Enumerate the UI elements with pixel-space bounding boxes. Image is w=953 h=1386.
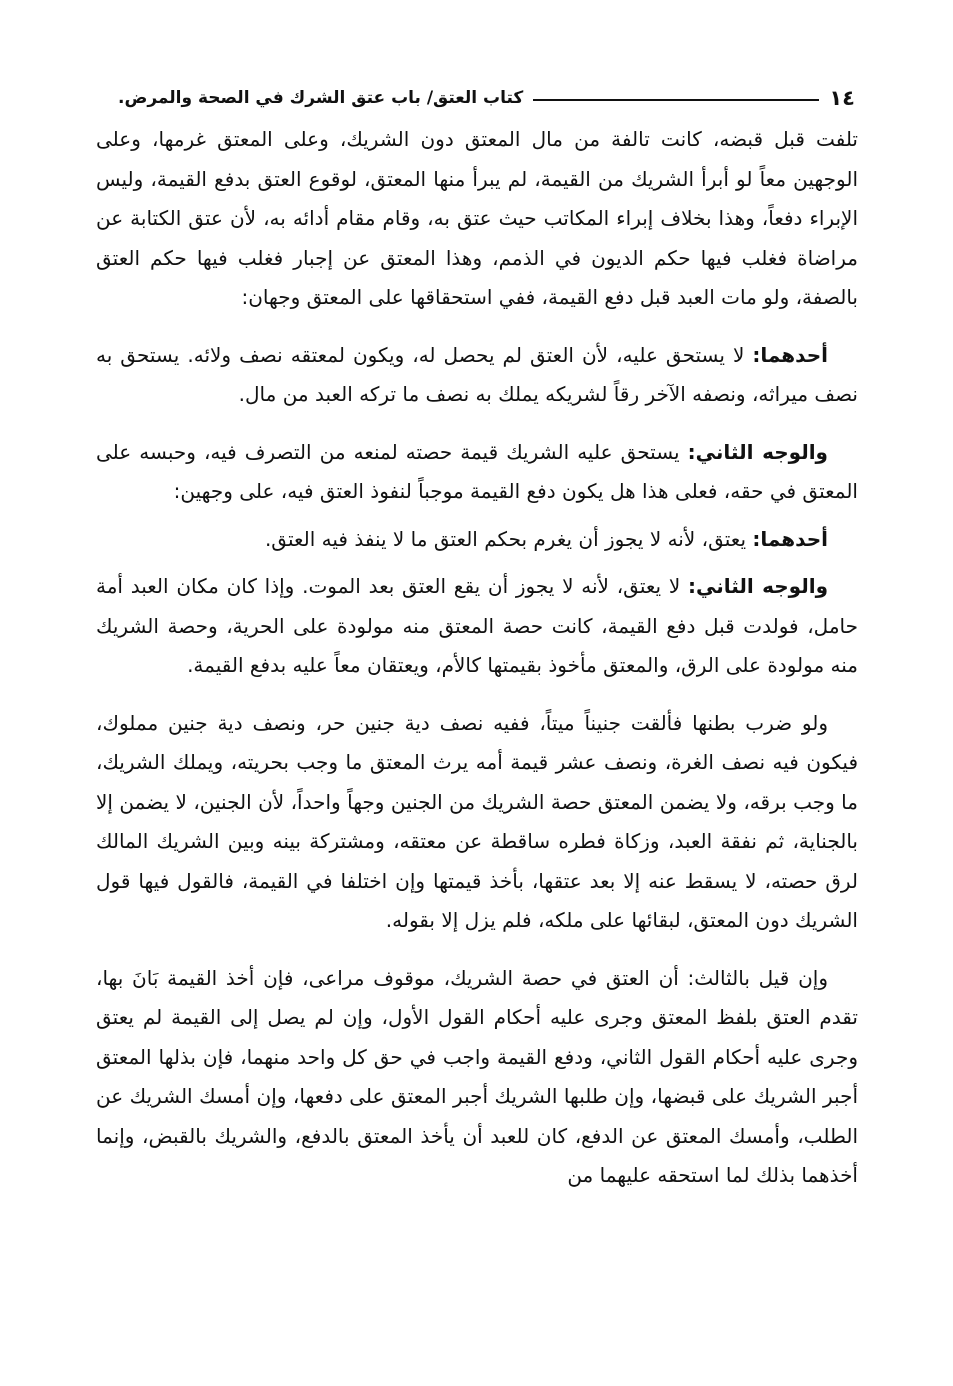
- paragraph: [96, 336, 858, 415]
- paragraph: [96, 520, 858, 560]
- paragraph-lead: أحدهما:: [752, 526, 828, 551]
- paragraph-lead: والوجه الثاني:: [687, 574, 828, 598]
- paragraph-text: وإن قيل بالثالث: أن العتق في حصة الشريك، موقوف مراعى، فإن أخذ القيمة بَانَ بها، تقدم العتق بلفظ المعتق وجرى عليه أحكام القول الأول، وإن لم يصل إلى القيمة لم يعتق وجرى عليه أحكام القول الثاني، ودفع القيمة واجب في حق كل واحد منهما، فإن بذلها المعتق أجبر الشريك على قبضها، وإن طلبها الشريك أجبر المعتق على دفعها، وإن أمسك الشريك عن الطلب، وأمسك المعتق عن الدفع، كان للعبد أن يأخذ المعتق بالدفع، والشريك بالقبض، وإنما أخذهما بذلك لما استحقه عليهما من: [96, 965, 858, 1187]
- paragraph-text: لا يستحق عليه، لأن العتق لم يحصل له، ويكون لمعتقه نصف ولائه. يستحق به نصف ميراثه، ونصفه الآخر رقاً لشريكه يملك به نصف ما تركه العبد من مال.: [96, 342, 858, 406]
- header-title: كتاب العتق/ باب عتق الشرك في الصحة والمرض.: [118, 88, 524, 108]
- running-header: [118, 82, 855, 114]
- page-number: ١٤: [829, 86, 855, 110]
- body-text: [96, 120, 858, 1214]
- header-rule: [533, 99, 819, 101]
- paragraph-text: ولو ضرب بطنها فألقت جنيناً ميتاً، ففيه نصف دية جنين حر، ونصف دية جنين مملوك، فيكون فيه نصف الغرة، ونصف عشر قيمة أمه يرث المعتق ما وجب بحريته، ويملك الشريك، ما وجب برقه، ولا يضمن المعتق حصة الشريك من الجنين وجهاً واحداً، لأن الجنين، لا يضمن إلا بالجناية، ثم نفقة العبد، وزكاة فطره ساقطة عن معتقه، ومشتركة بينه وبين الشريك المالك لرق حصته، لا يسقط عنه إلا بعد عتقها، بأخذ قيمتها وإن اختلفا في القيمة، فالقول فيها قول الشريك دون المعتق، لبقائها على ملكه، فلم يزل إلا بقوله.: [96, 710, 858, 932]
- paragraph: [96, 704, 858, 941]
- paragraph-lead: أحدهما:: [752, 342, 828, 367]
- paragraph-text: لا يعتق، لأنه لا يجوز أن يقع العتق بعد الموت. وإذا كان مكان العبد أمة حامل، فولدت قبل دفع القيمة، كانت حصة المعتق منه مولودة على الحرية، وحصة الشريك منه مولودة على الرق، والمعتق مأخوذ بقيمتها كالأم، ويعتقان معاً عليه بدفع القيمة.: [96, 574, 858, 677]
- paragraph-text: يستحق عليه الشريك قيمة حصته لمنعه من التصرف فيه، وحبسه على المعتق في حقه، فعلى هذا هل يكون دفع القيمة موجباً لنفوذ العتق فيه، على وجهين:: [96, 439, 858, 503]
- paragraph: [96, 120, 858, 318]
- paragraph-lead: والوجه الثاني:: [687, 439, 828, 464]
- paragraph-text: تلفت قبل قبضه، كانت تالفة من مال المعتق دون الشريك، وعلى المعتق غرمها، وعلى الوجهين معاً لو أبرأ الشريك من القيمة، لم يبرأ منها المعتق، لوقوع العتق بدفع القيمة، وليس الإبراء دفعاً، وهذا بخلاف إبراء المكاتب حيث عتق به، وقام مقام أدائه به، لأن عتق الكتابة عن مراضاة فغلب فيها حكم الديون في الذمم، وهذا المعتق عن إجبار فغلب فيها حكم العتق بالصفة، ولو مات العبد قبل دفع القيمة، ففي استحقاقها على المعتق وجهان:: [96, 127, 858, 309]
- paragraph: [96, 433, 858, 512]
- paragraph-text: يعتق، لأنه لا يجوز أن يغرم بحكم العتق ما لا ينفذ فيه العتق.: [264, 526, 753, 551]
- paragraph: [96, 959, 858, 1196]
- paragraph: [96, 567, 858, 686]
